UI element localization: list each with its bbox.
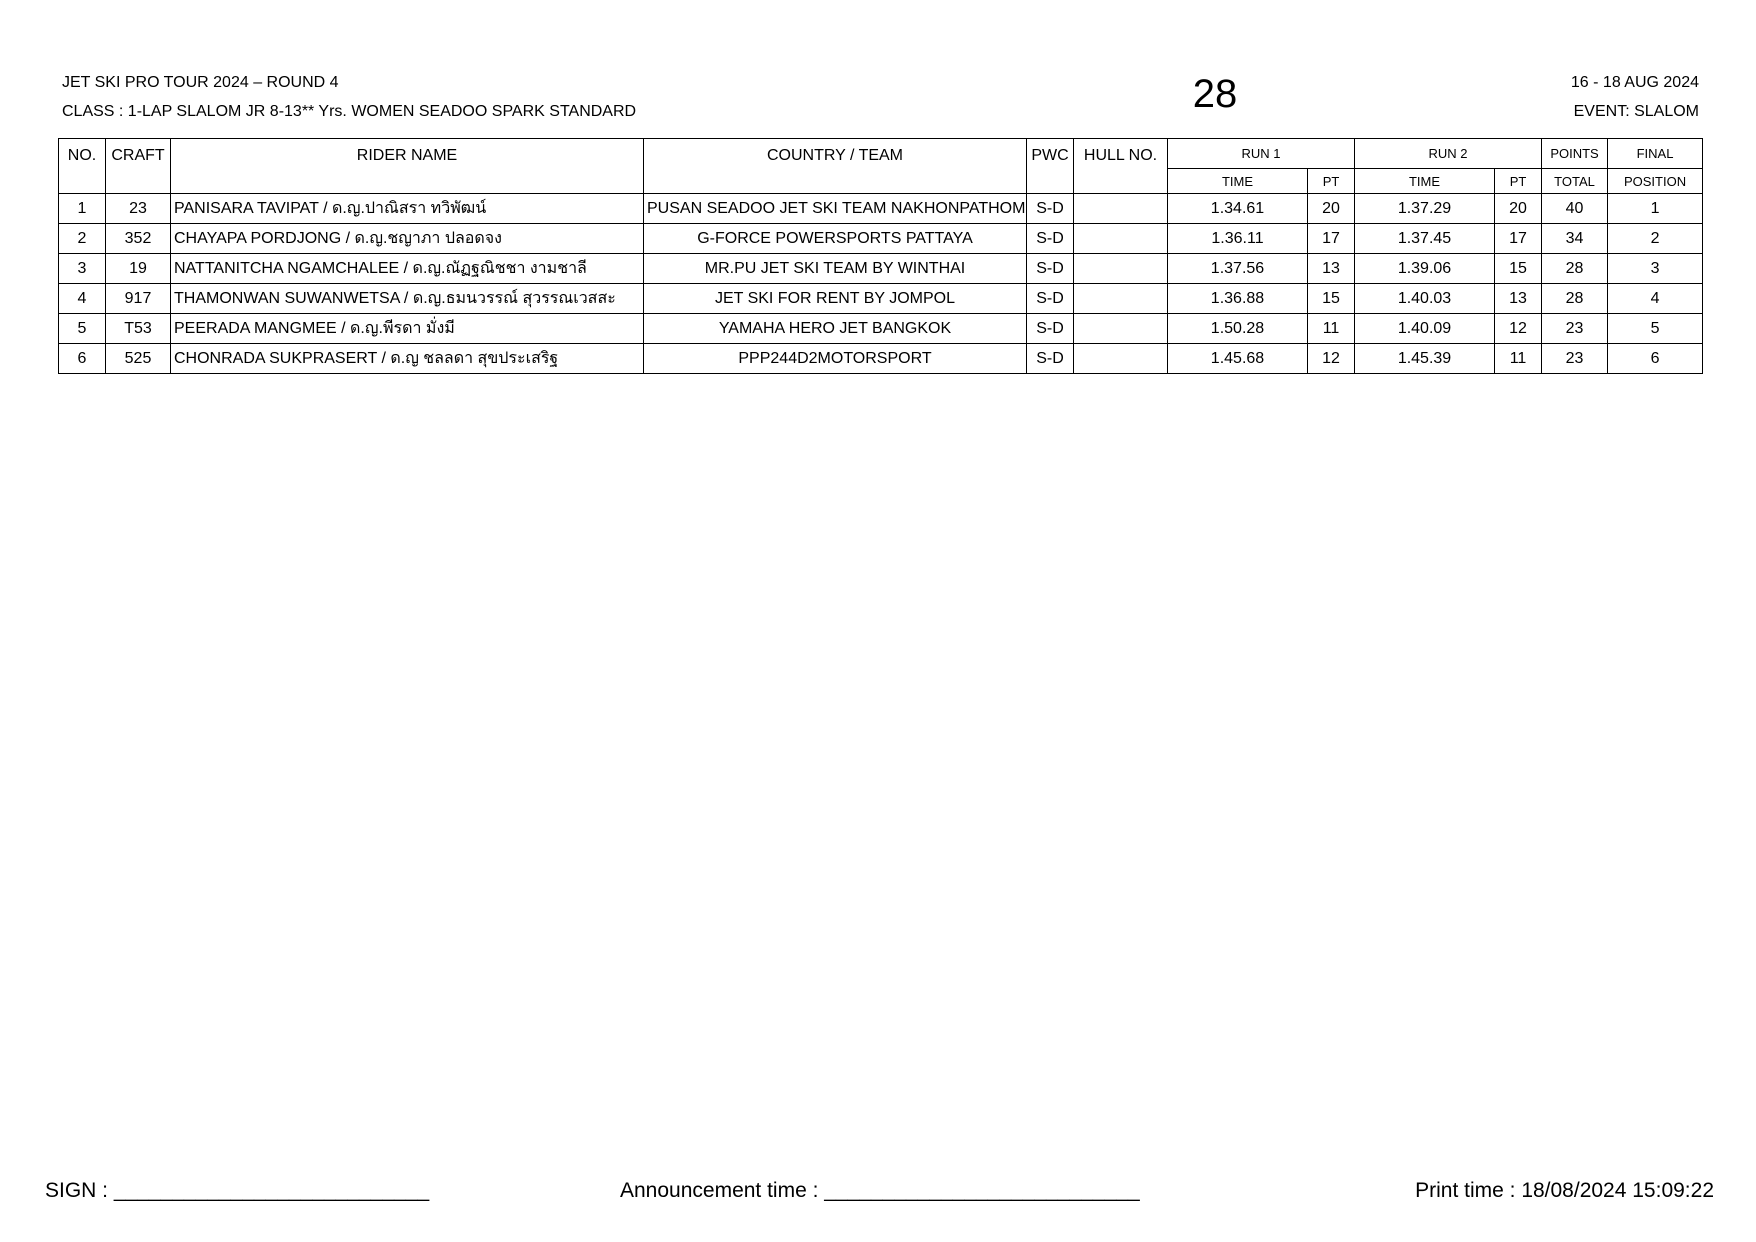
cell-team: MR.PU JET SKI TEAM BY WINTHAI	[644, 254, 1027, 284]
col-run2-time: TIME	[1355, 169, 1495, 194]
cell-position: 2	[1608, 224, 1703, 254]
event-type: EVENT: SLALOM	[1573, 103, 1699, 120]
cell-no: 5	[59, 314, 106, 344]
cell-craft: 525	[106, 344, 171, 374]
print-time: Print time : 18/08/2024 15:09:22	[1415, 1179, 1714, 1202]
results-table-body	[59, 194, 1703, 374]
col-no: NO.	[59, 139, 106, 194]
cell-run2-pt: 20	[1495, 194, 1542, 224]
cell-no: 3	[59, 254, 106, 284]
cell-hull	[1074, 344, 1168, 374]
cell-run1-time: 1.37.56	[1168, 254, 1308, 284]
cell-run2-pt: 13	[1495, 284, 1542, 314]
cell-rider-name: NATTANITCHA NGAMCHALEE / ด.ญ.ณัฏฐณิชชา งามชาลี	[171, 254, 644, 284]
cell-position: 4	[1608, 284, 1703, 314]
cell-hull	[1074, 254, 1168, 284]
cell-team: JET SKI FOR RENT BY JOMPOL	[644, 284, 1027, 314]
cell-run1-pt: 15	[1308, 284, 1355, 314]
col-hull-no: HULL NO.	[1074, 139, 1168, 194]
announcement-time: Announcement time : ___________________________	[620, 1179, 1140, 1202]
cell-pwc: S-D	[1027, 344, 1074, 374]
cell-pwc: S-D	[1027, 194, 1074, 224]
cell-run2-time: 1.37.45	[1355, 224, 1495, 254]
tour-title: JET SKI PRO TOUR 2024 – ROUND 4	[62, 74, 339, 91]
cell-run1-time: 1.45.68	[1168, 344, 1308, 374]
col-rider-name: RIDER NAME	[171, 139, 644, 194]
cell-position: 3	[1608, 254, 1703, 284]
cell-total: 23	[1542, 344, 1608, 374]
cell-run2-pt: 17	[1495, 224, 1542, 254]
cell-craft: T53	[106, 314, 171, 344]
col-final: FINAL	[1608, 139, 1703, 169]
cell-team: PPP244D2MOTORSPORT	[644, 344, 1027, 374]
col-craft: CRAFT	[106, 139, 171, 194]
cell-pwc: S-D	[1027, 314, 1074, 344]
sign-line: SIGN : ___________________________	[45, 1179, 430, 1202]
col-country-team: COUNTRY / TEAM	[644, 139, 1027, 194]
cell-hull	[1074, 194, 1168, 224]
cell-no: 2	[59, 224, 106, 254]
table-row	[59, 314, 1703, 344]
cell-total: 40	[1542, 194, 1608, 224]
cell-total: 23	[1542, 314, 1608, 344]
cell-position: 6	[1608, 344, 1703, 374]
cell-run1-time: 1.36.11	[1168, 224, 1308, 254]
cell-run1-time: 1.50.28	[1168, 314, 1308, 344]
cell-run2-time: 1.40.09	[1355, 314, 1495, 344]
cell-position: 5	[1608, 314, 1703, 344]
col-run2-pt: PT	[1495, 169, 1542, 194]
cell-run2-time: 1.45.39	[1355, 344, 1495, 374]
cell-rider-name: CHONRADA SUKPRASERT / ด.ญ ชลลดา สุขประเสริฐ	[171, 344, 644, 374]
header-left	[62, 68, 636, 126]
cell-craft: 352	[106, 224, 171, 254]
table-row	[59, 194, 1703, 224]
event-dates: 16 - 18 AUG 2024	[1570, 74, 1699, 91]
col-pwc: PWC	[1027, 139, 1074, 194]
cell-run2-pt: 12	[1495, 314, 1542, 344]
cell-total: 28	[1542, 284, 1608, 314]
cell-team: YAMAHA HERO JET BANGKOK	[644, 314, 1027, 344]
page-number: 28	[1192, 72, 1238, 116]
cell-total: 28	[1542, 254, 1608, 284]
col-run1-pt: PT	[1308, 169, 1355, 194]
cell-run1-pt: 20	[1308, 194, 1355, 224]
table-row	[59, 254, 1703, 284]
cell-run1-pt: 17	[1308, 224, 1355, 254]
results-table	[58, 138, 1703, 374]
table-row	[59, 284, 1703, 314]
cell-position: 1	[1608, 194, 1703, 224]
col-points: POINTS	[1542, 139, 1608, 169]
cell-pwc: S-D	[1027, 224, 1074, 254]
table-row	[59, 344, 1703, 374]
cell-pwc: S-D	[1027, 254, 1074, 284]
cell-no: 1	[59, 194, 106, 224]
col-total: TOTAL	[1542, 169, 1608, 194]
cell-team: PUSAN SEADOO JET SKI TEAM NAKHONPATHOM	[644, 194, 1027, 224]
col-run1-time: TIME	[1168, 169, 1308, 194]
col-run2: RUN 2	[1355, 139, 1542, 169]
cell-pwc: S-D	[1027, 284, 1074, 314]
cell-craft: 917	[106, 284, 171, 314]
cell-team: G-FORCE POWERSPORTS PATTAYA	[644, 224, 1027, 254]
cell-no: 6	[59, 344, 106, 374]
col-position: POSITION	[1608, 169, 1703, 194]
cell-rider-name: PEERADA MANGMEE / ด.ญ.พีรดา มั่งมี	[171, 314, 644, 344]
cell-run1-time: 1.34.61	[1168, 194, 1308, 224]
cell-run2-time: 1.39.06	[1355, 254, 1495, 284]
col-run1: RUN 1	[1168, 139, 1355, 169]
cell-no: 4	[59, 284, 106, 314]
cell-rider-name: CHAYAPA PORDJONG / ด.ญ.ชญาภา ปลอดจง	[171, 224, 644, 254]
results-table-header	[59, 139, 1703, 194]
cell-craft: 23	[106, 194, 171, 224]
cell-run1-pt: 11	[1308, 314, 1355, 344]
cell-run2-time: 1.40.03	[1355, 284, 1495, 314]
cell-run2-pt: 15	[1495, 254, 1542, 284]
cell-run1-time: 1.36.88	[1168, 284, 1308, 314]
cell-run1-pt: 13	[1308, 254, 1355, 284]
cell-rider-name: THAMONWAN SUWANWETSA / ด.ญ.ธมนวรรณ์ สุวรรณเวสสะ	[171, 284, 644, 314]
class-line: CLASS : 1-LAP SLALOM JR 8-13** Yrs. WOMEN SEADOO SPARK STANDARD	[62, 103, 637, 120]
cell-run1-pt: 12	[1308, 344, 1355, 374]
table-row	[59, 224, 1703, 254]
cell-rider-name: PANISARA TAVIPAT / ด.ญ.ปาณิสรา ทวิพัฒน์	[171, 194, 644, 224]
cell-total: 34	[1542, 224, 1608, 254]
cell-craft: 19	[106, 254, 171, 284]
cell-hull	[1074, 284, 1168, 314]
cell-hull	[1074, 224, 1168, 254]
header-right	[1571, 68, 1699, 126]
cell-run2-time: 1.37.29	[1355, 194, 1495, 224]
cell-run2-pt: 11	[1495, 344, 1542, 374]
cell-hull	[1074, 314, 1168, 344]
